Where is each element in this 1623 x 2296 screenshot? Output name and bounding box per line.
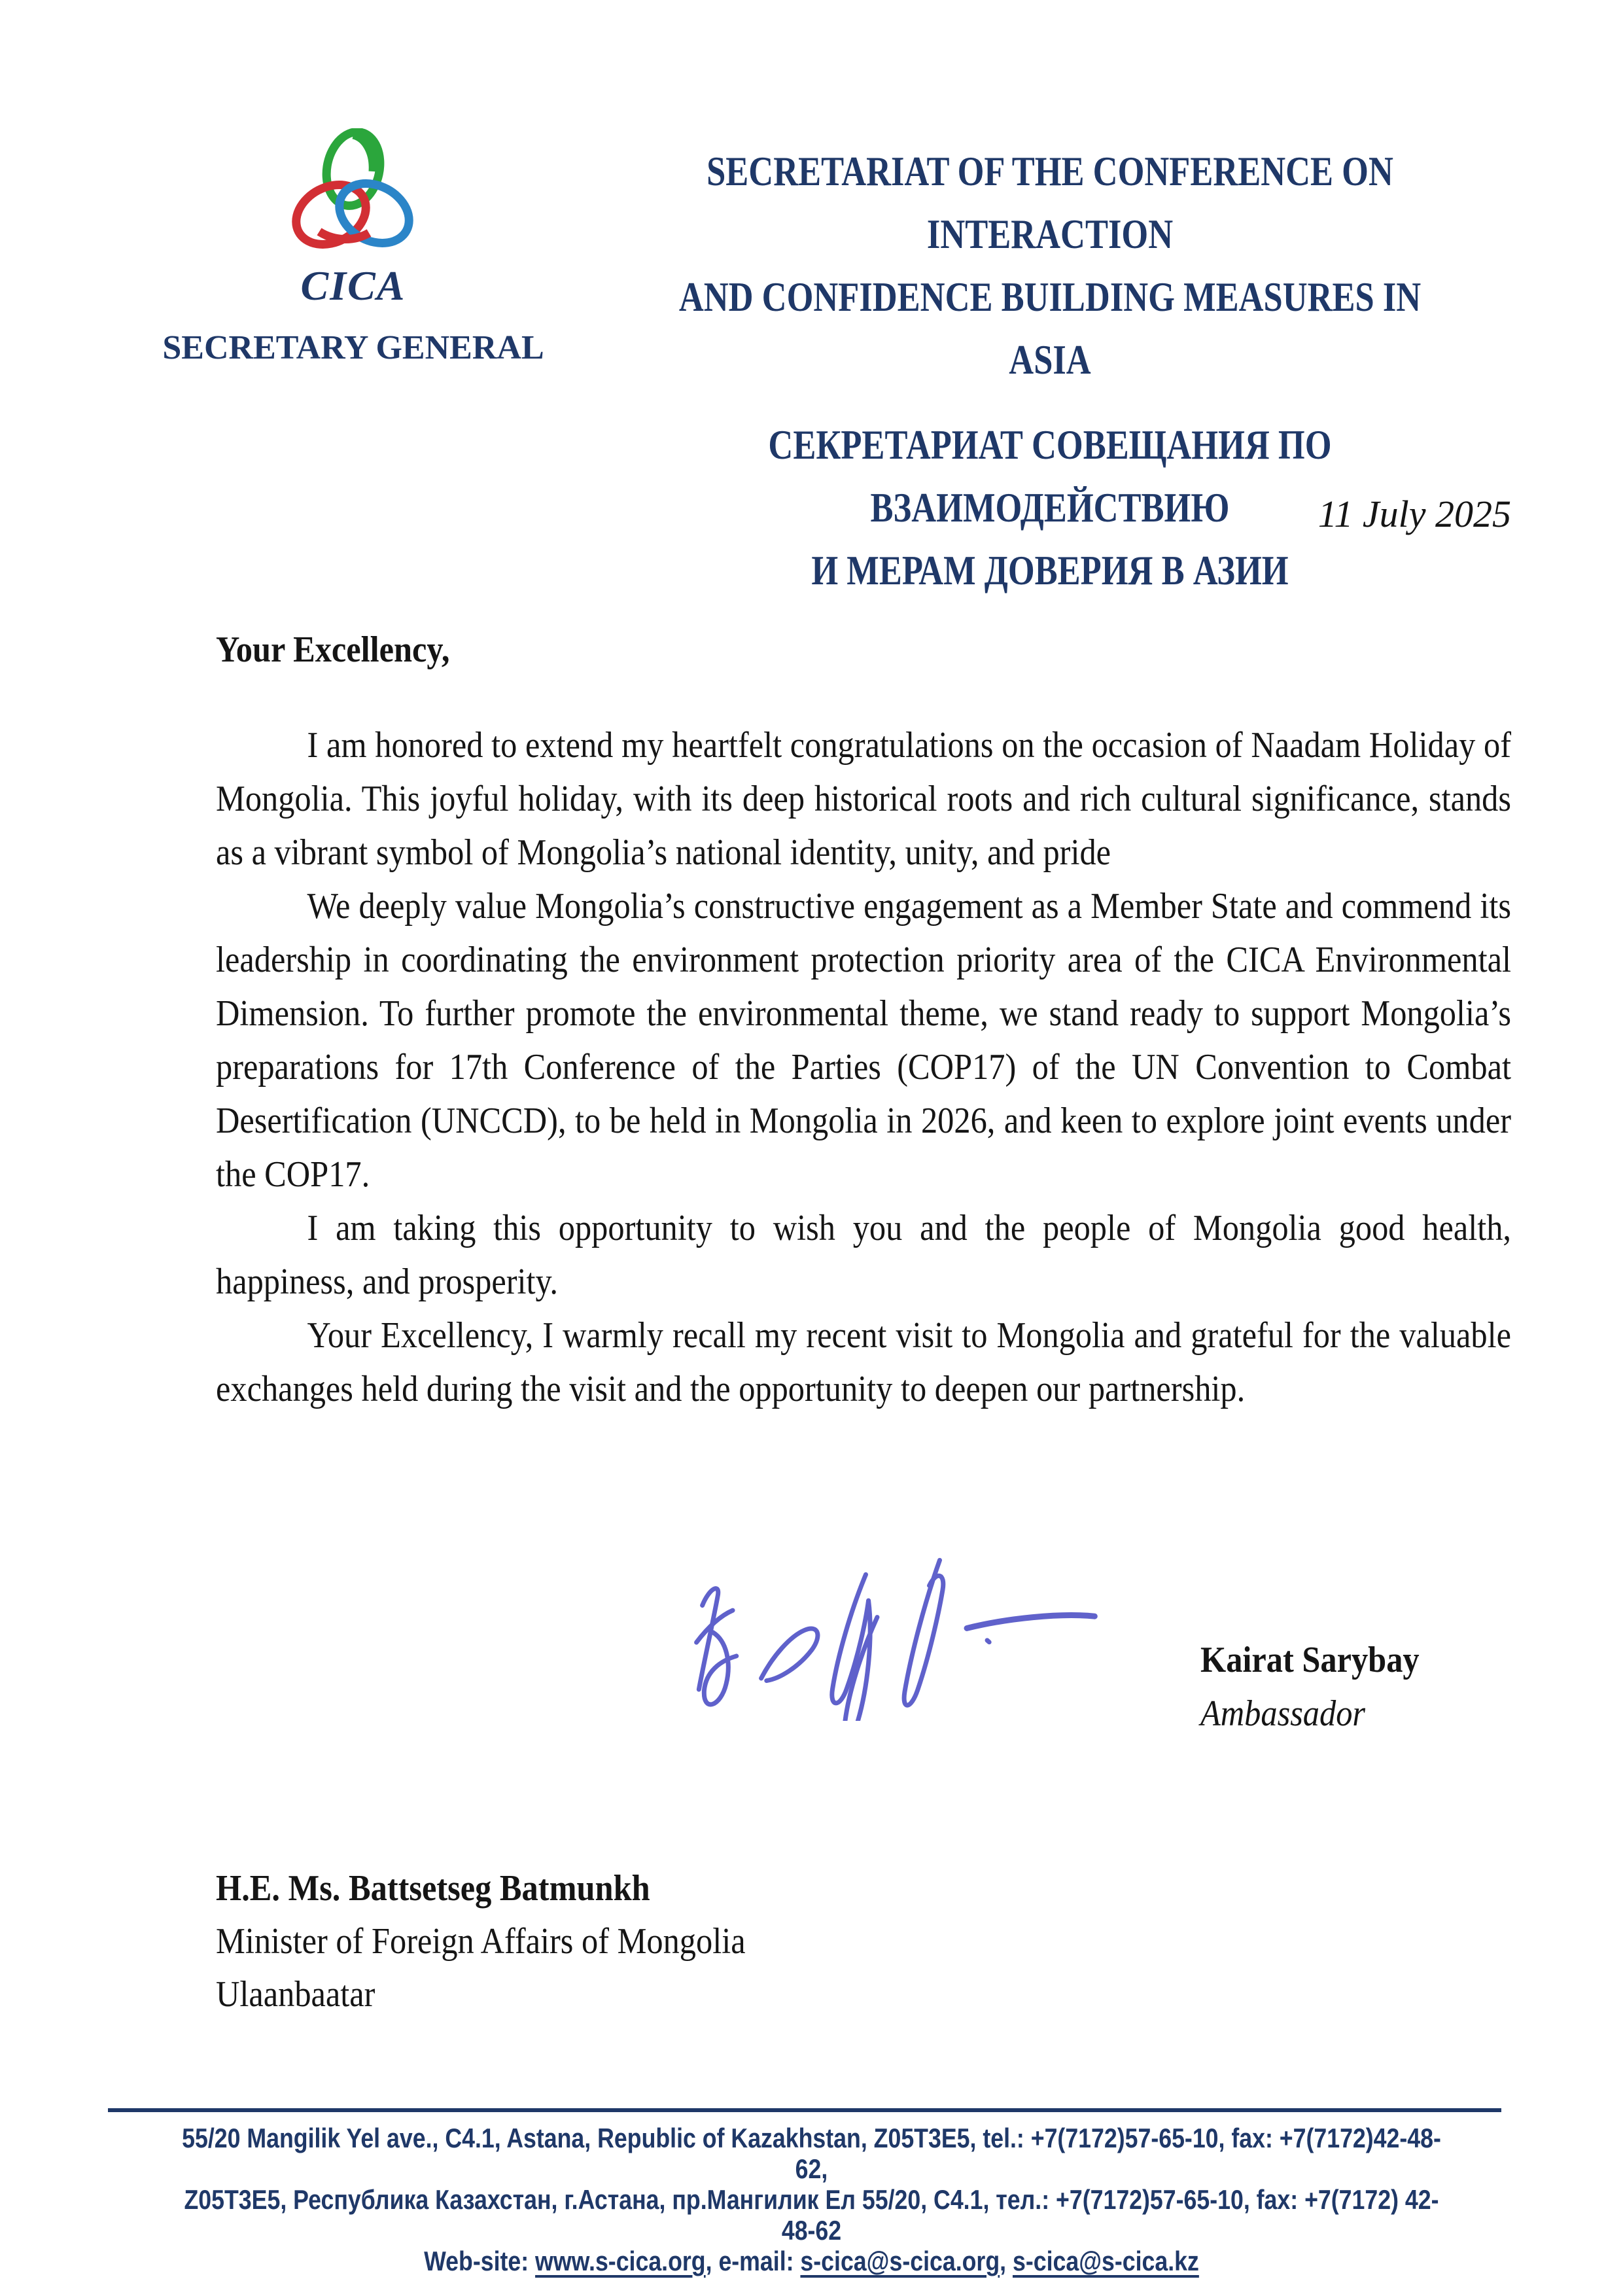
email-label: , e-mail: <box>705 2246 801 2276</box>
recipient-city: Ulaanbaatar <box>216 1974 375 2015</box>
letter-body <box>216 623 1511 1416</box>
secretariat-title-en <box>655 140 1444 391</box>
body-paragraph: Your Excellency, I warmly recall my recent visit to Mongolia and grateful for the valuable exchanges held during the visit and the opportunity to deepen our partnership. <box>216 1315 1511 1409</box>
footer-address-ru: Z05T3E5, Республика Казахстан, г.Астана, пр.Мангилик Ел 55/20, С4.1, тел.: +7(7172)57-65-10, fax: +7(7172) 42-48-62 <box>184 2184 1439 2246</box>
title-en-line1: SECRETARIAT OF THE CONFERENCE ON INTERACTION <box>707 148 1393 257</box>
title-en-line2: AND CONFIDENCE BUILDING MEASURES IN ASIA <box>678 274 1422 383</box>
recipient-name: H.E. Ms. Battsetseg Batmunkh <box>216 1868 650 1909</box>
body-paragraph: I am taking this opportunity to wish you and the people of Mongolia good health, happiness, and prosperity. <box>216 1208 1511 1302</box>
title-ru-line2: И МЕРАМ ДОВЕРИЯ В АЗИИ <box>811 547 1289 593</box>
email-separator: , <box>1000 2246 1013 2276</box>
website-label: Web-site: <box>424 2246 536 2276</box>
signature-ink <box>661 1531 1191 1721</box>
website-link[interactable]: www.s-cica.org <box>535 2246 706 2276</box>
signer-block <box>1200 1633 1420 1740</box>
secretary-general-label: SECRETARY GENERAL <box>162 329 544 366</box>
signer-title: Ambassador <box>1200 1693 1366 1734</box>
body-paragraph: I am honored to extend my heartfelt congratulations on the occasion of Naadam Holiday of Mongolia. This joyful holiday, with its deep historical roots and rich cultural significance, stands as a vibrant symbol of Mongolia’s national identity, unity, and pride <box>216 725 1511 873</box>
signer-name: Kairat Sarybay <box>1200 1640 1420 1680</box>
recipient-block <box>216 1862 746 2021</box>
email-link-kz[interactable]: s-cica@s-cica.kz <box>1012 2246 1199 2276</box>
letterhead-left <box>150 128 556 367</box>
cica-trefoil-logo-icon <box>288 128 419 256</box>
salutation: Your Excellency, <box>216 629 450 670</box>
body-paragraph: We deeply value Mongolia’s constructive engagement as a Member State and commend its leadership in coordinating the environment protection priority area of the CICA Environmental Dimension. To further promote the environmental theme, we stand ready to support Mongolia’s preparations for 17th Conference of the Parties (COP17) of the UN Convention to Combat Desertification (UNCCD), to be held in Mongolia in 2026, and keen to explore joint events under the COP17. <box>216 886 1511 1195</box>
recipient-title: Minister of Foreign Affairs of Mongolia <box>216 1921 746 1962</box>
footer-links-line <box>172 2246 1452 2276</box>
footer-contact <box>172 2123 1452 2276</box>
email-link-org[interactable]: s-cica@s-cica.org <box>800 2246 1000 2276</box>
logo-wordmark: CICA <box>300 262 406 309</box>
footer-address-en: 55/20 Mangilik Yel ave., C4.1, Astana, Republic of Kazakhstan, Z05T3E5, tel.: +7(7172)57-65-10, fax: +7(7172)42-48-62, <box>182 2123 1441 2184</box>
title-ru-line1: СЕКРЕТАРИАТ СОВЕЩАНИЯ ПО ВЗАИМОДЕЙСТВИЮ <box>768 421 1332 531</box>
letter-date: 11 July 2025 <box>1318 493 1511 535</box>
footer-divider <box>108 2108 1501 2112</box>
